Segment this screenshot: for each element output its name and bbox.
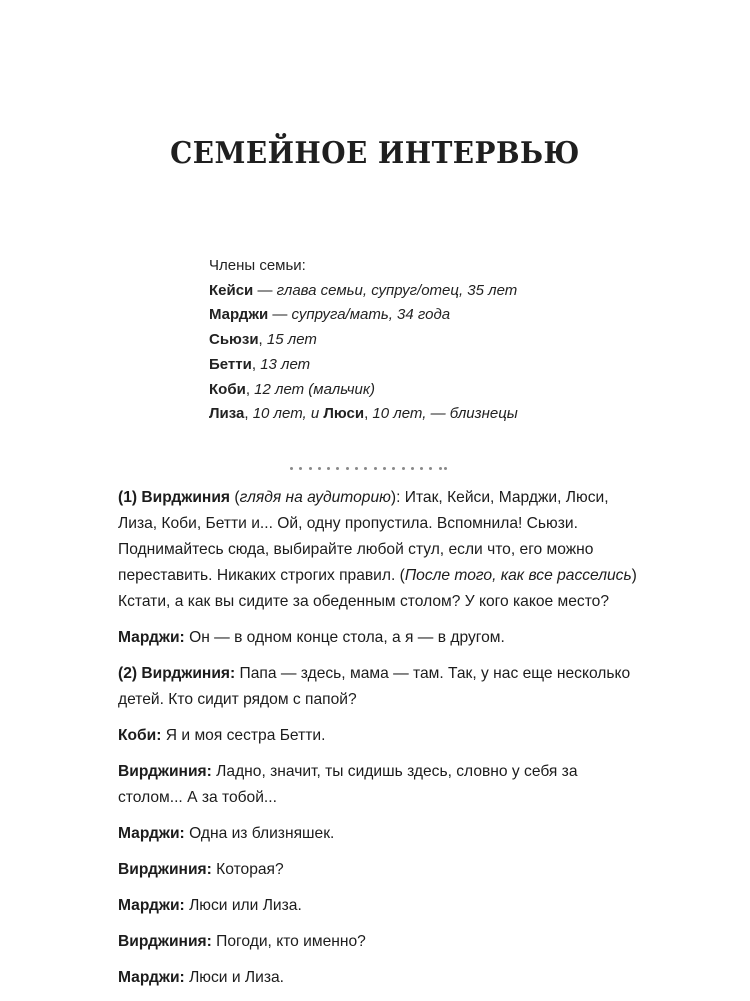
speech-text: Погоди, кто именно? <box>211 933 366 950</box>
divider-dot <box>429 467 432 470</box>
dialogue-line <box>118 759 638 811</box>
divider-dot <box>346 467 349 470</box>
member-separator: — <box>253 281 277 299</box>
divider-dot <box>318 467 321 470</box>
member-name: Люси <box>323 405 365 423</box>
speaker-name: Марджи: <box>118 897 185 914</box>
family-member <box>209 353 518 378</box>
member-separator: , <box>364 405 373 423</box>
member-name: Бетти <box>209 355 252 373</box>
dialogue-line <box>118 625 638 651</box>
member-separator: , <box>251 355 261 373</box>
member-separator: — <box>268 306 292 324</box>
speaker-name: Коби: <box>118 727 162 744</box>
speaker-name: (1) Вирджиния <box>118 489 231 506</box>
dialogue-line <box>118 485 638 615</box>
speech-text: Он — в одном конце стола, а я — в другом. <box>184 629 505 646</box>
family-member-twins <box>209 402 518 427</box>
family-members-list <box>209 254 518 427</box>
speaker-name: Вирджиния: <box>118 933 212 950</box>
divider-dot <box>336 467 339 470</box>
divider-dot <box>299 467 302 470</box>
family-member <box>209 303 518 328</box>
family-member <box>209 378 518 403</box>
speech-text: Люси или Лиза. <box>184 897 302 914</box>
divider-dot <box>290 467 293 470</box>
family-member <box>209 328 518 353</box>
member-name: Коби <box>209 380 246 398</box>
stage-direction: глядя на аудиторию <box>239 489 391 506</box>
speaker-name: Вирджиния: <box>118 861 212 878</box>
page-title: СЕМЕЙНОЕ ИНТЕРВЬЮ <box>170 136 580 171</box>
dialogue-transcript <box>118 485 638 1001</box>
speech-text: ): Итак, Кейси, Марджи, Люси, Лиза, Коби, Бетти и... Ой, одну пропустила. Вспомнила! Сьюзи. Поднимайтесь сюда, выбирайте любой стул, если что, его можно переставить. Никаких строгих правил. ( <box>118 489 609 584</box>
member-description: 15 лет <box>266 331 317 349</box>
member-name: Лиза <box>209 405 245 423</box>
speech-text: Люси и Лиза. <box>184 969 284 986</box>
divider-dot <box>327 467 330 470</box>
speech-text: Которая? <box>211 861 284 878</box>
member-name: Кейси <box>209 281 254 299</box>
speaker-name: Вирджиния: <box>118 763 212 780</box>
speech-text: Ладно, значит, ты сидишь здесь, словно у себя за столом... А за тобой... <box>118 763 578 806</box>
dialogue-line <box>118 893 638 919</box>
section-divider-dots <box>290 467 453 470</box>
stage-direction: После того, как все расселись <box>404 567 632 584</box>
family-member <box>209 279 518 304</box>
speaker-name: (2) Вирджиния: <box>118 665 236 682</box>
dialogue-line <box>118 723 638 749</box>
family-heading: Члены семьи: <box>209 257 306 274</box>
dialogue-line <box>118 661 638 713</box>
member-description: супруга/мать, 34 года <box>291 306 451 324</box>
divider-dot <box>355 467 358 470</box>
divider-dot <box>374 467 377 470</box>
dialogue-line <box>118 965 638 991</box>
speech-text: Одна из близняшек. <box>184 825 335 842</box>
member-separator: , <box>245 380 255 398</box>
member-description: 12 лет (мальчик) <box>254 380 375 398</box>
dialogue-line <box>118 821 638 847</box>
speech-text: Папа — здесь, мама — там. Так, у нас еще несколько детей. Кто сидит рядом с папой? <box>118 665 631 708</box>
member-description: глава семьи, супруг/отец, 35 лет <box>276 281 518 299</box>
divider-dot <box>411 467 414 470</box>
divider-dot <box>392 467 395 470</box>
divider-dot <box>383 467 386 470</box>
speech-text: Я и моя сестра Бетти. <box>161 727 326 744</box>
speaker-name: Марджи: <box>118 629 185 646</box>
dialogue-line <box>118 929 638 955</box>
divider-dot <box>444 467 447 470</box>
member-separator: , <box>244 405 253 423</box>
divider-dot <box>364 467 367 470</box>
speaker-name: Марджи: <box>118 969 185 986</box>
member-separator: , <box>258 331 267 349</box>
member-description: 10 лет, и <box>252 405 324 423</box>
divider-dot <box>309 467 312 470</box>
member-description: 13 лет <box>260 355 311 373</box>
member-name: Марджи <box>209 306 269 324</box>
speech-text: ) Кстати, а как вы сидите за обеденным столом? У кого какое место? <box>118 567 637 610</box>
divider-dot <box>439 467 442 470</box>
member-description: 10 лет, — близнецы <box>372 405 518 423</box>
divider-dot <box>420 467 423 470</box>
divider-dot <box>402 467 405 470</box>
speaker-name: Марджи: <box>118 825 185 842</box>
member-name: Сьюзи <box>209 331 259 349</box>
dialogue-line <box>118 857 638 883</box>
speech-text: ( <box>230 489 240 506</box>
